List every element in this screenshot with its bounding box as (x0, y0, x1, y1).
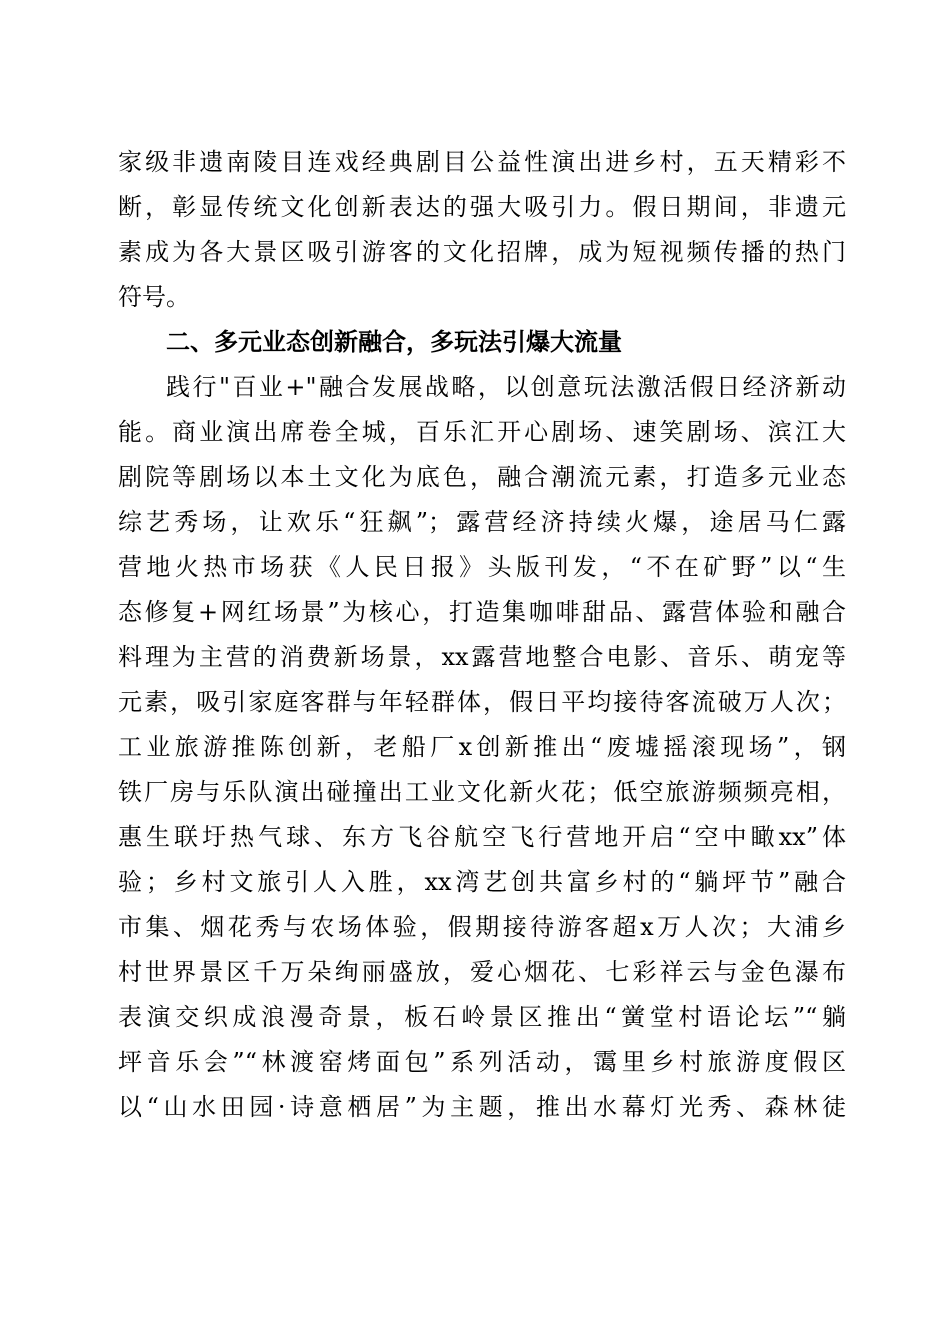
paragraph-2 (118, 365, 846, 1130)
paragraph-line: 村世界景区千万朵绚丽盛放，爱心烟花、七彩祥云与金色瀑布 (118, 958, 846, 986)
document-body (118, 140, 846, 1130)
paragraph-1 (118, 140, 846, 320)
paragraph-line: 坪音乐会”“林渡窑烤面包”系列活动，霭里乡村旅游度假区 (118, 1048, 846, 1076)
paragraph-line: 铁厂房与乐队演出碰撞出工业文化新火花；低空旅游频频亮相， (118, 778, 846, 806)
paragraph-line: 符号。 (118, 283, 190, 311)
paragraph-line: 表演交织成浪漫奇景，板石岭景区推出“黉堂村语论坛”“躺 (118, 1003, 846, 1031)
paragraph-line: 态修复+网红场景”为核心，打造集咖啡甜品、露营体验和融合 (118, 598, 846, 626)
paragraph-line: 验；乡村文旅引人入胜，xx湾艺创共富乡村的“躺坪节”融合 (118, 868, 846, 896)
paragraph-line: 元素，吸引家庭客群与年轻群体，假日平均接待客流破万人次； (118, 688, 846, 716)
paragraph-line: 素成为各大景区吸引游客的文化招牌，成为短视频传播的热门 (118, 238, 846, 266)
paragraph-line: 断，彰显传统文化创新表达的强大吸引力。假日期间，非遗元 (118, 193, 846, 221)
paragraph-line: 践行"百业+"融合发展战略，以创意玩法激活假日经济新动 (166, 373, 846, 401)
paragraph-line: 以“山水田园·诗意栖居”为主题，推出水幕灯光秀、森林徒 (118, 1093, 846, 1121)
paragraph-line: 营地火热市场获《人民日报》头版刊发，“不在矿野”以“生 (118, 553, 846, 581)
paragraph-line: 剧院等剧场以本土文化为底色，融合潮流元素，打造多元业态 (118, 463, 846, 491)
paragraph-line: 综艺秀场，让欢乐“狂飙”；露营经济持续火爆，途居马仁露 (118, 508, 846, 536)
paragraph-line: 市集、烟花秀与农场体验，假期接待游客超x万人次；大浦乡 (118, 913, 846, 941)
paragraph-line: 料理为主营的消费新场景，xx露营地整合电影、音乐、萌宠等 (118, 643, 846, 671)
paragraph-line: 工业旅游推陈创新，老船厂x创新推出“废墟摇滚现场”，钢 (118, 733, 846, 761)
paragraph-line: 家级非遗南陵目连戏经典剧目公益性演出进乡村，五天精彩不 (118, 148, 846, 176)
section-heading: 二、多元业态创新融合，多玩法引爆大流量 (166, 328, 622, 356)
paragraph-line: 能。商业演出席卷全城，百乐汇开心剧场、速笑剧场、滨江大 (118, 418, 846, 446)
paragraph-line: 惠生联圩热气球、东方飞谷航空飞行营地开启“空中瞰xx”体 (118, 823, 846, 851)
